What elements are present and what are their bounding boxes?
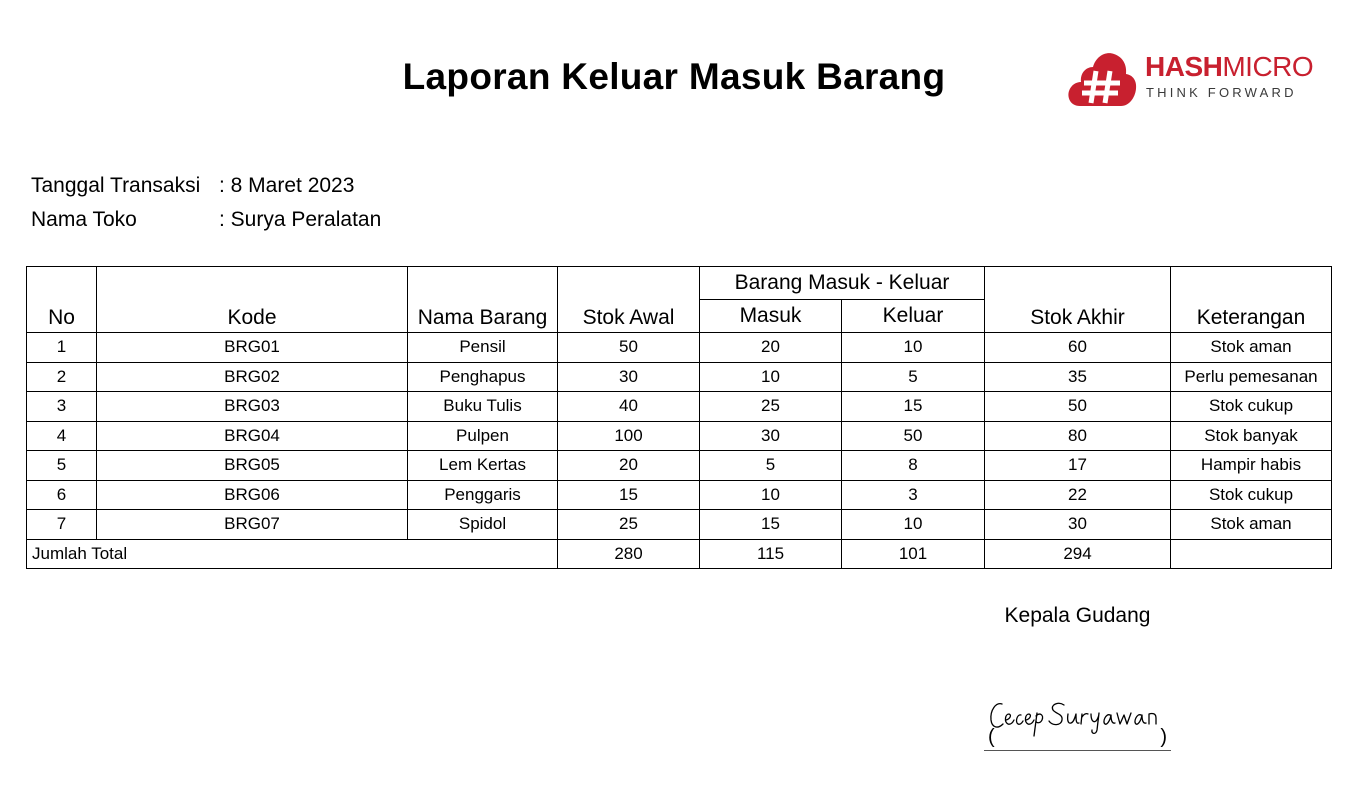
cell-no: 7 xyxy=(27,510,97,540)
handwritten-signature xyxy=(986,698,1176,738)
total-label: Jumlah Total xyxy=(27,539,558,568)
cell-no: 6 xyxy=(27,480,97,510)
cell-masuk: 20 xyxy=(700,333,842,363)
cell-stok-awal: 20 xyxy=(558,451,700,481)
header-nama-barang: Nama Barang xyxy=(408,267,558,333)
stock-report-table xyxy=(26,266,1332,569)
table-row xyxy=(27,392,1332,422)
header-kode: Kode xyxy=(97,267,408,333)
cell-masuk: 10 xyxy=(700,362,842,392)
cell-nama-barang: Spidol xyxy=(408,510,558,540)
cell-kode: BRG02 xyxy=(97,362,408,392)
hashmicro-cloud-icon xyxy=(1066,48,1138,108)
header-stok-akhir: Stok Akhir xyxy=(985,267,1171,333)
total-row xyxy=(27,539,1332,568)
cell-kode: BRG07 xyxy=(97,510,408,540)
cell-keluar: 10 xyxy=(842,333,985,363)
cell-no: 5 xyxy=(27,451,97,481)
cell-stok-akhir: 80 xyxy=(985,421,1171,451)
header-keluar: Keluar xyxy=(842,300,985,333)
cell-stok-akhir: 50 xyxy=(985,392,1171,422)
signature-close-paren: ) xyxy=(1160,726,1167,748)
total-masuk: 115 xyxy=(700,539,842,568)
logo-wordmark-micro: MICRO xyxy=(1222,51,1314,82)
cell-keterangan: Stok banyak xyxy=(1171,421,1332,451)
cell-stok-awal: 50 xyxy=(558,333,700,363)
cell-no: 3 xyxy=(27,392,97,422)
logo-wordmark xyxy=(1145,52,1313,82)
header-masuk: Masuk xyxy=(700,300,842,333)
cell-keterangan: Perlu pemesanan xyxy=(1171,362,1332,392)
store-name-label: Nama Toko xyxy=(31,208,137,231)
cell-keterangan: Stok cukup xyxy=(1171,480,1332,510)
hashmicro-logo xyxy=(1066,48,1314,108)
cell-masuk: 25 xyxy=(700,392,842,422)
cell-stok-awal: 40 xyxy=(558,392,700,422)
cell-keluar: 3 xyxy=(842,480,985,510)
cell-stok-akhir: 30 xyxy=(985,510,1171,540)
table-row xyxy=(27,451,1332,481)
cell-keterangan: Stok aman xyxy=(1171,333,1332,363)
cell-keterangan: Hampir habis xyxy=(1171,451,1332,481)
transaction-date-line xyxy=(31,174,354,198)
cell-no: 2 xyxy=(27,362,97,392)
signature-open-paren: ( xyxy=(988,726,995,748)
transaction-date-value: : 8 Maret 2023 xyxy=(219,174,355,197)
cell-nama-barang: Pensil xyxy=(408,333,558,363)
cell-nama-barang: Pulpen xyxy=(408,421,558,451)
logo-tagline: THINK FORWARD xyxy=(1146,85,1297,100)
total-stok-awal: 280 xyxy=(558,539,700,568)
cell-stok-awal: 15 xyxy=(558,480,700,510)
table-row xyxy=(27,480,1332,510)
cell-keterangan: Stok cukup xyxy=(1171,392,1332,422)
signature-title: Kepala Gudang xyxy=(1004,604,1151,627)
cell-keluar: 5 xyxy=(842,362,985,392)
signature-line xyxy=(984,750,1171,751)
cell-keluar: 15 xyxy=(842,392,985,422)
cell-stok-awal: 30 xyxy=(558,362,700,392)
table-body xyxy=(27,333,1332,540)
cell-no: 1 xyxy=(27,333,97,363)
cell-masuk: 5 xyxy=(700,451,842,481)
cell-nama-barang: Penggaris xyxy=(408,480,558,510)
cell-stok-awal: 25 xyxy=(558,510,700,540)
transaction-date-label: Tanggal Transaksi xyxy=(31,174,201,197)
table-row xyxy=(27,362,1332,392)
header-no: No xyxy=(27,267,97,333)
cell-kode: BRG05 xyxy=(97,451,408,481)
total-keterangan xyxy=(1171,539,1332,568)
table-row xyxy=(27,421,1332,451)
cell-stok-awal: 100 xyxy=(558,421,700,451)
store-name-value: : Surya Peralatan xyxy=(219,208,382,231)
header-barang-masuk-keluar: Barang Masuk - Keluar xyxy=(700,267,985,300)
cell-kode: BRG03 xyxy=(97,392,408,422)
cell-kode: BRG06 xyxy=(97,480,408,510)
cell-stok-akhir: 22 xyxy=(985,480,1171,510)
cell-stok-akhir: 17 xyxy=(985,451,1171,481)
logo-wordmark-hash: HASH xyxy=(1145,51,1223,82)
report-title: Laporan Keluar Masuk Barang xyxy=(402,56,946,97)
cell-nama-barang: Lem Kertas xyxy=(408,451,558,481)
table-row xyxy=(27,333,1332,363)
total-stok-akhir: 294 xyxy=(985,539,1171,568)
cell-keluar: 8 xyxy=(842,451,985,481)
cell-keluar: 10 xyxy=(842,510,985,540)
header-keterangan: Keterangan xyxy=(1171,267,1332,333)
cell-masuk: 10 xyxy=(700,480,842,510)
cell-keterangan: Stok aman xyxy=(1171,510,1332,540)
header-stok-awal: Stok Awal xyxy=(558,267,700,333)
cell-masuk: 15 xyxy=(700,510,842,540)
cell-keluar: 50 xyxy=(842,421,985,451)
cell-kode: BRG01 xyxy=(97,333,408,363)
table-row xyxy=(27,510,1332,540)
total-keluar: 101 xyxy=(842,539,985,568)
cell-kode: BRG04 xyxy=(97,421,408,451)
cell-no: 4 xyxy=(27,421,97,451)
cell-nama-barang: Buku Tulis xyxy=(408,392,558,422)
store-name-line xyxy=(31,208,381,232)
cell-stok-akhir: 35 xyxy=(985,362,1171,392)
cell-masuk: 30 xyxy=(700,421,842,451)
cell-nama-barang: Penghapus xyxy=(408,362,558,392)
cell-stok-akhir: 60 xyxy=(985,333,1171,363)
